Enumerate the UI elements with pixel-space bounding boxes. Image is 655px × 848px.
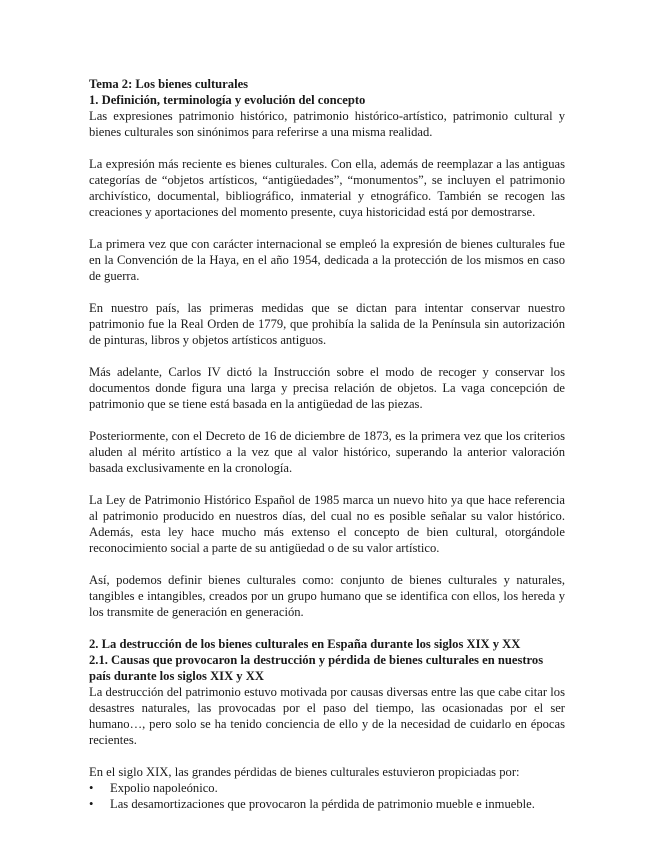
section-2-heading: 2. La destrucción de los bienes culturales en España durante los siglos XIX y XX <box>89 637 521 651</box>
bullet-list <box>89 780 565 812</box>
paragraph-definition: Así, podemos definir bienes culturales como: conjunto de bienes culturales y naturales, tangibles e intangibles, creados por un grupo humano que se identifica con ellos, los hereda y los transmite de generación en generación. <box>89 573 565 619</box>
paragraph-spacer <box>89 220 565 236</box>
paragraph-hague-convention: La primera vez que con carácter internacional se empleó la expresión de bienes culturales fue en la Convención de la Haya, en el año 1954, dedicada a la protección de los mismos en caso de guerra. <box>89 237 565 283</box>
list-item-text: Expolio napoleónico. <box>110 781 218 795</box>
paragraph-spacer <box>89 284 565 300</box>
document-title: Tema 2: Los bienes culturales <box>89 77 249 91</box>
bullet-icon: • <box>89 781 94 795</box>
paragraph-spacer <box>89 140 565 156</box>
paragraph-spacer <box>89 412 565 428</box>
paragraph-spacer <box>89 348 565 364</box>
list-item <box>89 796 565 812</box>
document-page <box>89 76 565 812</box>
paragraph-recent-expression: La expresión más reciente es bienes culturales. Con ella, además de reemplazar a las antiguas categorías de “objetos artísticos, “antigüedades”, “monumentos”, se incluyen el patrimonio archivístico, documental, bibliográfico, inmaterial y etnográfico. También se recogen las creaciones y aportaciones del momento presente, cuya historicidad está por demostrarse. <box>89 157 565 219</box>
paragraph-xix-century: En el siglo XIX, las grandes pérdidas de bienes culturales estuvieron propiciadas por: <box>89 765 520 779</box>
paragraph-spacer <box>89 476 565 492</box>
list-item-text: Las desamortizaciones que provocaron la pérdida de patrimonio mueble e inmueble. <box>110 797 535 811</box>
paragraph-carlos-iv: Más adelante, Carlos IV dictó la Instrucción sobre el modo de recoger y conservar los documentos donde figura una larga y precisa relación de objetos. La vaga concepción de patrimonio que se tiene está basada en la antigüedad de las piezas. <box>89 365 565 411</box>
list-item <box>89 780 565 796</box>
paragraph-synonyms: Las expresiones patrimonio histórico, patrimonio histórico-artístico, patrimonio cultural y bienes culturales son sinónimos para referirse a una misma realidad. <box>89 109 565 139</box>
bullet-icon: • <box>89 797 94 811</box>
paragraph-destruction-causes: La destrucción del patrimonio estuvo motivada por causas diversas entre las que cabe citar los desastres naturales, las provocadas por el paso del tiempo, las ocasionadas por el ser humano…, pero solo se ha tenido conciencia de ello y de la necesidad de cuidarlo en épocas recientes. <box>89 685 565 747</box>
paragraph-ley-1985: La Ley de Patrimonio Histórico Español de 1985 marca un nuevo hito ya que hace referencia al patrimonio producido en nuestros días, del cual no es posible señalar su valor histórico. Además, esta ley hace mucho más extenso el concepto de bien cultural, otorgándole reconocimiento social a parte de su antigüedad o de su valor artístico. <box>89 493 565 555</box>
paragraph-spacer <box>89 620 565 636</box>
section-2-1-heading: 2.1. Causas que provocaron la destrucción y pérdida de bienes culturales en nuestros país durante los siglos XIX y XX <box>89 653 544 683</box>
section-1-heading: 1. Definición, terminología y evolución del concepto <box>89 93 366 107</box>
paragraph-spacer <box>89 748 565 764</box>
paragraph-spacer <box>89 556 565 572</box>
paragraph-real-orden: En nuestro país, las primeras medidas que se dictan para intentar conservar nuestro patrimonio fue la Real Orden de 1779, que prohibía la salida de la Península sin autorización de pinturas, libros y objetos artísticos antiguos. <box>89 301 565 347</box>
paragraph-decreto-1873: Posteriormente, con el Decreto de 16 de diciembre de 1873, es la primera vez que los criterios aluden al mérito artístico a la vez que al valor histórico, superando la anterior valoración basada exclusivamente en la cronología. <box>89 429 565 475</box>
